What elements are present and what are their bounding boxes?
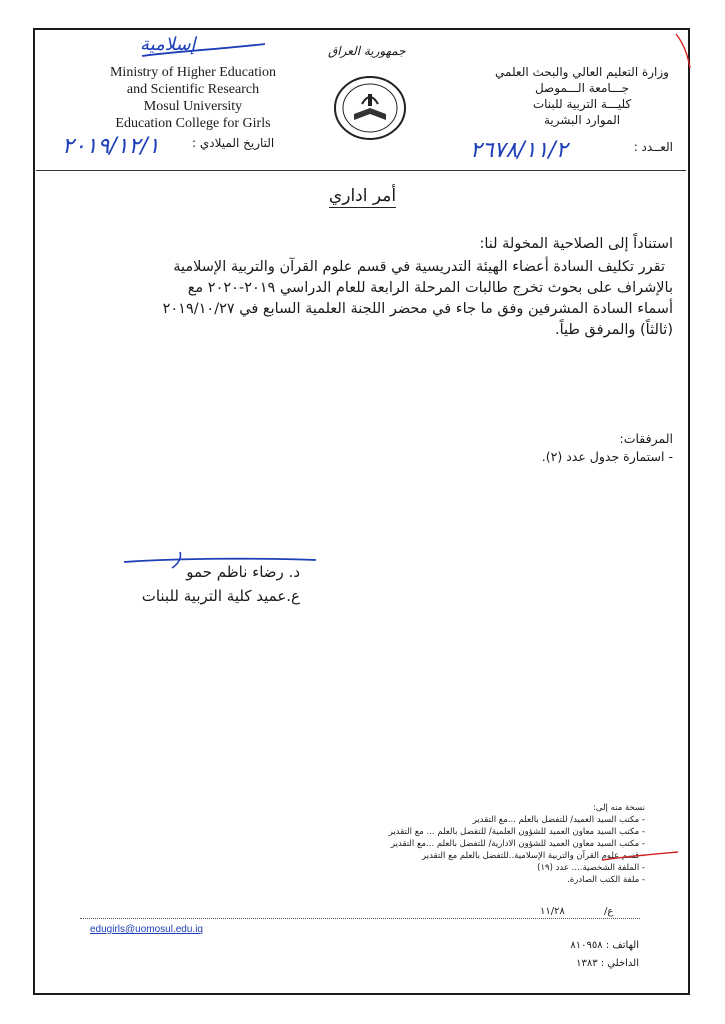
red-pen-corner: [672, 30, 694, 70]
copies-label: نسخة منه إلى:: [593, 803, 645, 813]
english-header-line: Ministry of Higher Education: [109, 65, 277, 80]
english-header: [88, 64, 298, 132]
phone-number: الهاتف : ٨١٠٩٥٨: [570, 940, 639, 951]
footer-divider: [80, 918, 640, 920]
handwritten-stroke: [140, 38, 270, 64]
reference-label: ع/: [604, 906, 614, 917]
copies-list: [345, 802, 645, 886]
page-title: أمر اداري: [328, 186, 397, 206]
date-label: التاريخ الميلادي :: [192, 136, 275, 150]
arabic-header-line: الموارد البشرية: [543, 113, 621, 127]
number-label: العــدد :: [633, 140, 673, 154]
body-line: أسماء السادة المشرفين وفق ما جاء في محضر اللجنة العلمية السابع في ٢٠١٩/١٠/٢٧: [162, 301, 673, 317]
copies-item: - الملفة الشخصية.... عدد (١٩): [537, 863, 645, 873]
signatory-block: [120, 560, 300, 608]
arabic-header-line: كليـــة التربية للبنات: [532, 97, 632, 111]
reference-value: ١١/٢٨: [540, 906, 565, 917]
english-header-line: and Scientific Research: [126, 82, 260, 97]
arabic-header-line: جـــامعة الـــموصل: [534, 81, 630, 95]
body-line: (ثالثاً) والمرفق طياً.: [555, 322, 673, 338]
copies-item: - مكتب السيد العميد/ للتفضل بالعلم ...مع التقدير: [472, 815, 645, 825]
body-line: تقرر تكليف السادة أعضاء الهيئة التدريسية في قسم علوم القرآن والتربية الإسلامية: [173, 259, 665, 275]
order-body: [53, 234, 673, 341]
date-value: ٢٠١٩/١٢/١: [62, 134, 160, 159]
signatory-title: ع.عميد كلية التربية للبنات: [141, 587, 300, 605]
internal-extension: الداخلي : ١٣٨٣: [576, 958, 639, 969]
email-link[interactable]: edugirls@uomosul.edu.iq: [90, 924, 203, 935]
body-line: بالإشراف على بحوث تخرج طالبات المرحلة الرابعة للعام الدراسي ٢٠١٩-٢٠٢٠ مع: [187, 280, 673, 296]
attachments-label: المرفقات:: [619, 431, 673, 446]
arabic-header: [487, 64, 677, 128]
copies-item: - ملفة الكتب الصادرة.: [567, 875, 645, 885]
copies-item: - قسم علوم القرآن والتربية الإسلامية..للتفضل بالعلم مع التقدير: [422, 851, 645, 861]
number-value: ٢٦٧٨/١١/٢: [470, 138, 568, 163]
copies-item: - مكتب السيد معاون العميد للشؤون الادارية/ للتفضل بالعلم ...مع التقدير: [390, 839, 645, 849]
seal-label: جمهورية العراق: [328, 44, 406, 58]
attachments: [53, 430, 673, 466]
english-header-line: Mosul University: [143, 99, 243, 114]
signatory-name: د. رضاء ناظم حمو: [186, 563, 300, 581]
red-pen-mark: [600, 848, 680, 864]
university-seal-icon: [332, 74, 408, 142]
copies-item: - مكتب السيد معاون العميد للشؤون العلمية/ للتفضل بالعلم ... مع التقدير: [388, 827, 645, 837]
handwritten-annotation: إسلامية: [140, 34, 196, 55]
english-header-line: Education College for Girls: [115, 116, 271, 131]
header-divider: [36, 170, 686, 171]
arabic-header-line: وزارة التعليم العالي والبحث العلمي: [495, 65, 669, 79]
attachments-item: - استمارة جدول عدد (٢).: [541, 449, 673, 464]
body-line: استناداً إلى الصلاحية المخولة لنا:: [479, 236, 673, 252]
